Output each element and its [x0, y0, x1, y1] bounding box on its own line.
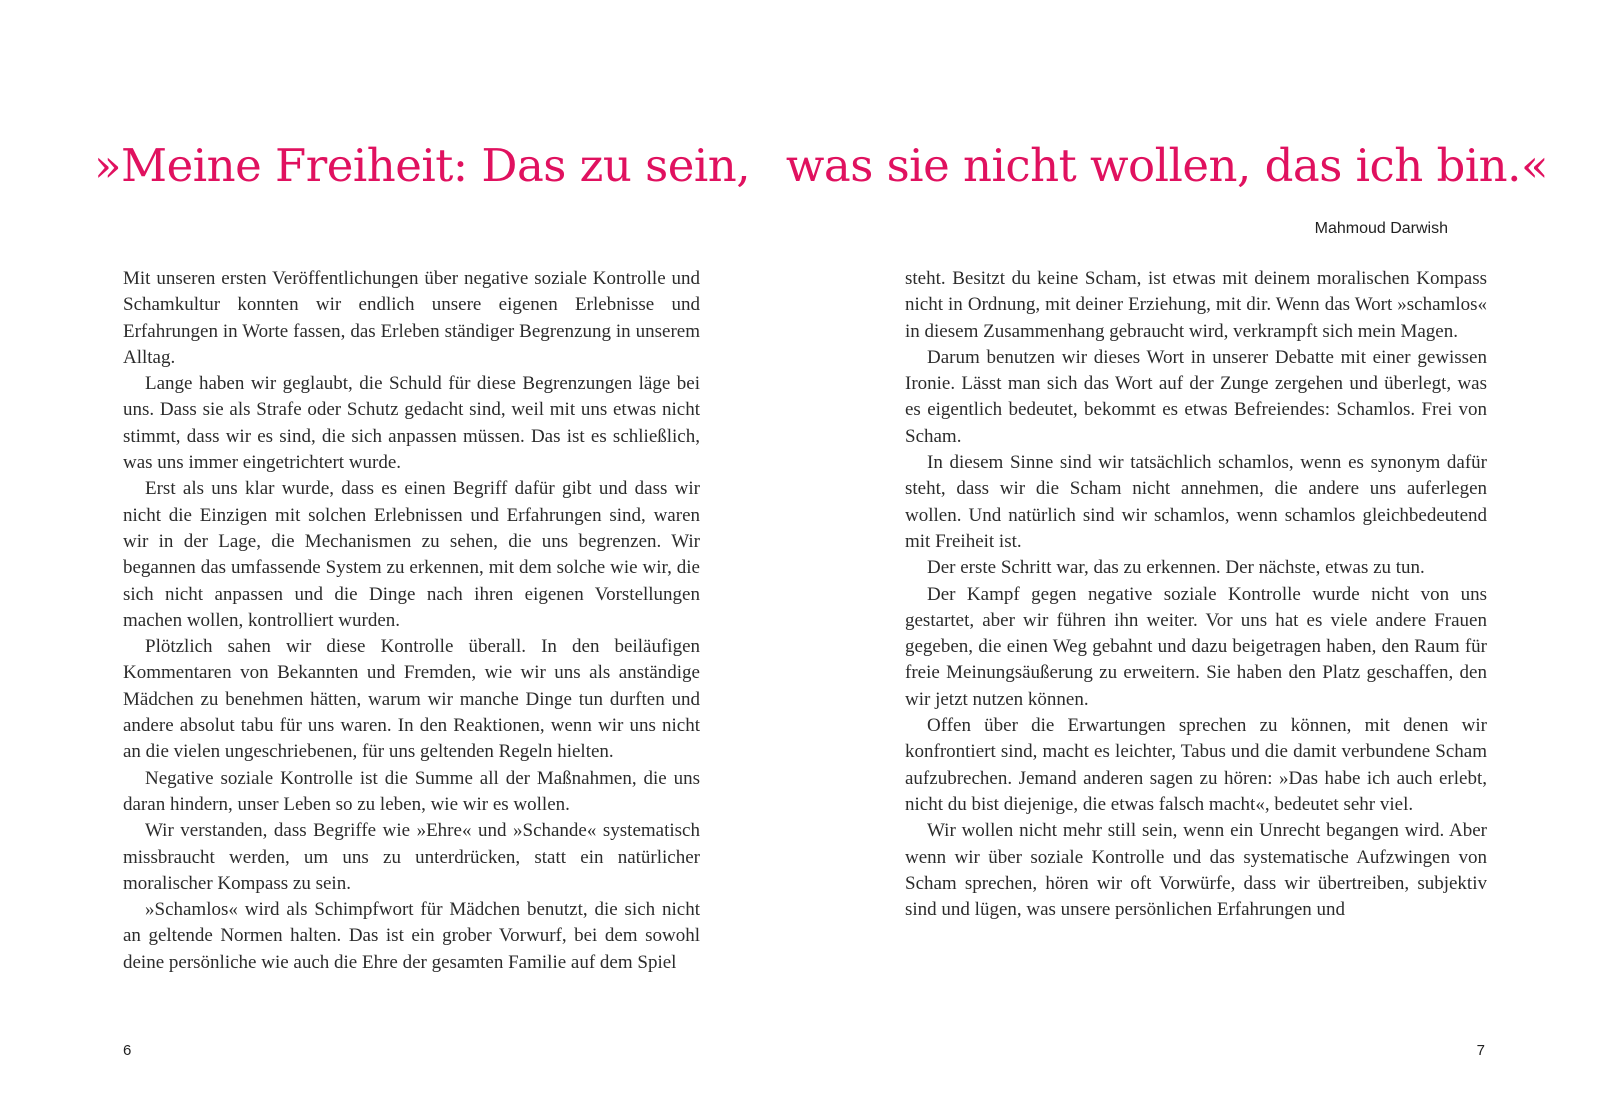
quote-attribution: Mahmoud Darwish — [1314, 220, 1448, 237]
paragraph: Lange haben wir geglaubt, die Schuld für diese Begrenzungen läge bei uns. Dass sie als Strafe oder Schutz gedacht sind, weil mit uns etwas nicht stimmt, dass wir es sind, die sich anpassen müssen. Das ist es schließlich, was uns immer eingetrichtert wurde. — [123, 373, 700, 474]
paragraph: Darum benutzen wir dieses Wort in unserer Debatte mit einer gewissen Ironie. Lässt man sich das Wort auf der Zunge zergehen und überlegt, was es eigentlich bedeutet, bekommt es etwas Befreiendes: Schamlos. Frei von Scham. — [905, 346, 1487, 447]
paragraph: Wir wollen nicht mehr still sein, wenn ein Unrecht begangen wird. Aber wenn wir über soziale Kontrolle und das systematische Aufzwingen von Scham sprechen, hören wir oft Vorwürfe, dass wir übertreiben, subjektiv sind und lügen, was unsere persönlichen Erfahrungen und — [905, 820, 1487, 921]
paragraph: Plötzlich sahen wir diese Kontrolle überall. In den beiläufigen Kommentaren von Bekannten und Fremden, wie wir uns als anständige Mädchen zu benehmen hätten, warum wir manche Dinge tun durften und andere absolut tabu für uns waren. In den Reaktionen, wenn wir uns nicht an die vielen ungeschriebenen, für uns geltenden Regeln hielten. — [123, 636, 700, 763]
page-number-right: 7 — [1476, 1042, 1485, 1059]
paragraph: Mit unseren ersten Veröffentlichungen über negative soziale Kontrolle und Schamkultur konnten wir endlich unsere eigenen Erlebnisse und Erfahrungen in Worte fassen, das Erleben ständiger Begrenzung in unserem Alltag. — [123, 268, 700, 368]
left-page-body — [123, 266, 700, 976]
paragraph: Negative soziale Kontrolle ist die Summe all der Maßnahmen, die uns daran hindern, unser Leben so zu leben, wie wir es wollen. — [123, 767, 700, 815]
paragraph: Der Kampf gegen negative soziale Kontrolle wurde nicht von uns gestartet, aber wir führen ihn weiter. Vor uns hat es viele andere Frauen gegeben, die einen Weg gebahnt und dazu beigetragen haben, den Raum für freie Meinungsäußerung zu erweitern. Sie haben den Platz geschaffen, den wir jetzt nutzen können. — [905, 583, 1487, 710]
right-page-body — [905, 266, 1487, 923]
paragraph: »Schamlos« wird als Schimpfwort für Mädchen benutzt, die sich nicht an geltende Normen halten. Das ist ein grober Vorwurf, bei dem sowohl deine persönliche wie auch die Ehre der gesamten Familie auf dem Spiel — [123, 899, 700, 973]
page-number-left: 6 — [123, 1042, 132, 1059]
quote-heading-left: »Meine Freiheit: Das zu sein, — [94, 139, 751, 192]
paragraph: Wir verstanden, dass Begriffe wie »Ehre« und »Schande« systematisch missbraucht werden, um uns zu unterdrücken, statt ein natürlicher moralischer Kompass zu sein. — [123, 820, 700, 894]
paragraph: steht. Besitzt du keine Scham, ist etwas mit deinem moralischen Kompass nicht in Ordnung, mit deiner Erziehung, mit dir. Wenn das Wort »schamlos« in diesem Zusammenhang gebraucht wird, verkrampft sich mein Magen. — [905, 268, 1487, 342]
paragraph: Erst als uns klar wurde, dass es einen Begriff dafür gibt und dass wir nicht die Einzigen mit solchen Erlebnissen und Erfahrungen sind, waren wir in der Lage, die Mechanismen zu sehen, die uns begrenzen. Wir begannen das umfassende System zu erkennen, mit dem solche wie wir, die sich nicht anpassen und die Dinge nach ihren eigenen Vorstellungen machen wollen, kontrolliert wurden. — [123, 478, 700, 631]
paragraph: Offen über die Erwartungen sprechen zu können, mit denen wir konfrontiert sind, macht es leichter, Tabus und die damit verbundene Scham aufzubrechen. Jemand anderen sagen zu hören: »Das habe ich auch erlebt, nicht du bist diejenige, die etwas falsch macht«, bedeutet sehr viel. — [905, 715, 1487, 815]
paragraph: Der erste Schritt war, das zu erkennen. Der nächste, etwas zu tun. — [927, 557, 1425, 579]
quote-heading-right: was sie nicht wollen, das ich bin.« — [785, 139, 1548, 192]
paragraph: In diesem Sinne sind wir tatsächlich schamlos, wenn es synonym dafür steht, dass wir die Scham nicht annehmen, die andere uns auferlegen wollen. Und natürlich sind wir schamlos, wenn schamlos gleichbedeutend mit Freiheit ist. — [905, 452, 1487, 552]
